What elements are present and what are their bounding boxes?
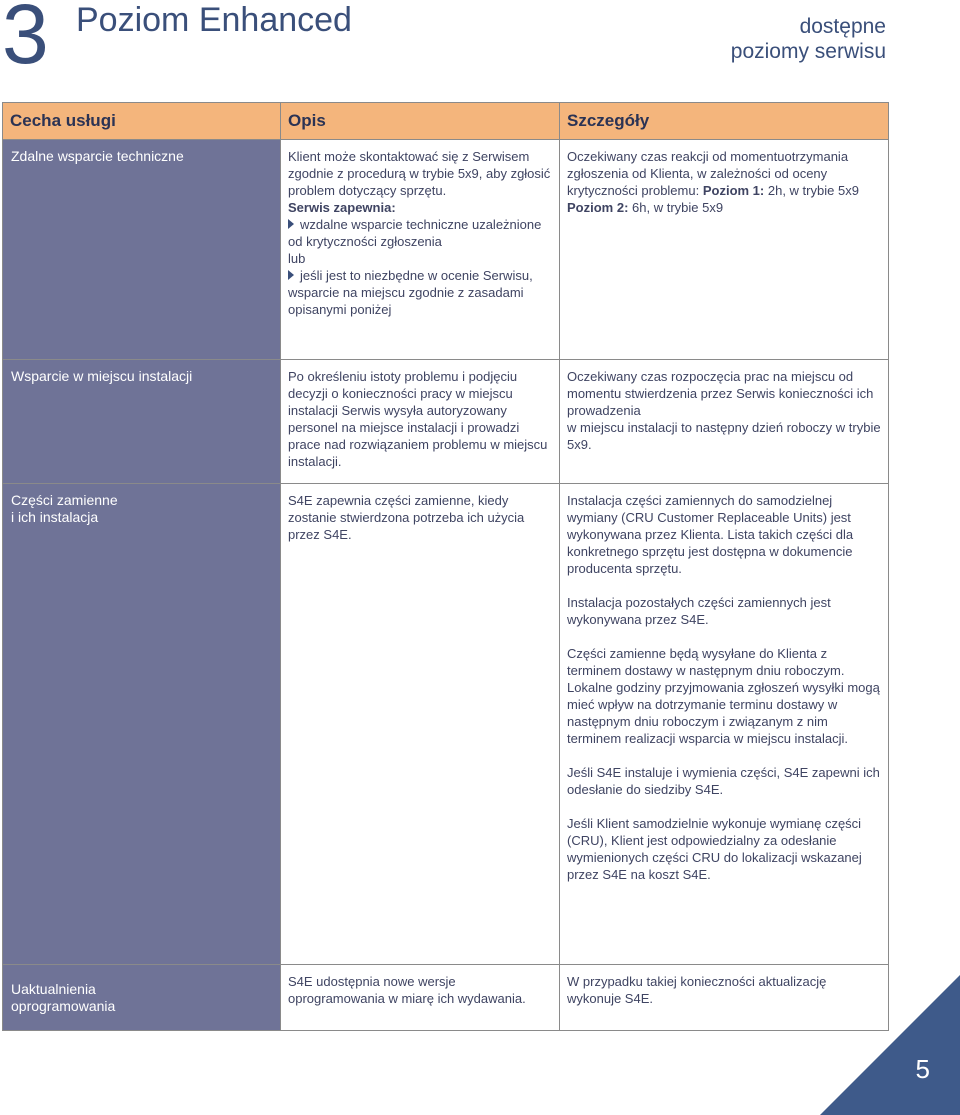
description-cell: Po określeniu istoty problemu i podjęciu decyzji o konieczności pracy w miejscu instalacji Serwis wysyła autoryzowany personel na miejsce instalacji i prowadzi prace nad rozwiązaniem problemu w miejscu instalacji. <box>281 360 560 484</box>
description-cell: S4E udostępnia nowe wersje oprogramowania w miarę ich wydawania. <box>281 965 560 1031</box>
description-cell: S4E zapewnia części zamienne, kiedy zostanie stwierdzona potrzeba ich użycia przez S4E. <box>281 484 560 965</box>
details-cell <box>560 140 889 360</box>
feature-cell: Uaktualnienia oprogramowania <box>3 965 281 1031</box>
details-text: Oczekiwany czas rozpoczęcia prac na miejscu od momentu stwierdzenia przez Serwis konieczności ich prowadzenia <box>567 369 874 418</box>
table-row <box>3 965 889 1031</box>
column-header-feature: Cecha usługi <box>3 103 281 140</box>
details-text: Oczekiwany czas reakcji od momentuotrzymania zgłoszenia od Klienta, w zależności od oceny krytyczności problemu: <box>567 149 849 198</box>
bullet-item: jeśli jest to niezbędne w ocenie Serwisu, wsparcie na miejscu zgodnie z zasadami opisanymi poniżej <box>288 268 533 317</box>
table-header-row <box>3 103 889 140</box>
details-cell <box>560 484 889 965</box>
details-paragraph: Instalacja części zamiennych do samodzielnej wymiany (CRU Customer Replaceable Units) jest wykonywana przez Klienta. Lista takich części dla konkretnego sprzętu jest dostępna w dokumencie producenta sprzętu. <box>567 493 854 576</box>
feature-cell: Zdalne wsparcie techniczne <box>3 140 281 360</box>
level-2-value: 6h, w trybie 5x9 <box>632 200 724 215</box>
table-row <box>3 360 889 484</box>
level-1-value: 2h, w trybie 5x9 <box>767 183 859 198</box>
description-or: lub <box>288 251 306 266</box>
table-row <box>3 484 889 965</box>
details-paragraph: Jeśli S4E instaluje i wymienia części, S4E zapewni ich odesłanie do siedziby S4E. <box>567 765 880 797</box>
corner-triangle <box>820 975 960 1115</box>
feature-cell: Części zamienne i ich instalacja <box>3 484 281 965</box>
level-2-label: Poziom 2: <box>567 200 629 215</box>
description-text: Klient może skontaktować się z Serwisem zgodnie z procedurą w trybie 5x9, aby zgłosić problem dotyczący sprzętu. <box>288 149 551 198</box>
description-bold-heading: Serwis zapewnia: <box>288 200 396 215</box>
bullet-item: wzdalne wsparcie techniczne uzależnione od krytyczności zgłoszenia <box>288 217 542 249</box>
description-cell <box>281 140 560 360</box>
page-number: 5 <box>915 1054 930 1084</box>
section-subtitle <box>686 14 886 64</box>
level-1-label: Poziom 1: <box>702 183 765 198</box>
subtitle-line-2: poziomy serwisu <box>730 40 886 63</box>
details-paragraph: Części zamienne będą wysyłane do Klienta z terminem dostawy w następnym dniu roboczym. Lokalne godziny przyjmowania zgłoszeń wysyłki mogą mieć wpływ na dotrzymanie terminu dostawy w następnym dniu roboczym i związanym z nim terminem realizacji wsparcia w miejscu instalacji. <box>567 646 880 746</box>
subtitle-line-1: dostępne <box>799 15 886 38</box>
bullet-arrow-icon <box>288 219 294 229</box>
details-text: w miejscu instalacji to następny dzień roboczy w trybie 5x9. <box>567 420 881 452</box>
column-header-description: Opis <box>281 103 560 140</box>
details-paragraph: Instalacja pozostałych części zamiennych jest wykonywana przez S4E. <box>567 595 831 627</box>
page-title: Poziom Enhanced <box>76 1 352 39</box>
bullet-arrow-icon <box>288 270 294 280</box>
details-cell <box>560 360 889 484</box>
details-paragraph: Jeśli Klient samodzielnie wykonuje wymianę części (CRU), Klient jest odpowiedzialny za odesłanie wymienionych części CRU do lokalizacji wskazanej przez S4E na koszt S4E. <box>567 816 862 882</box>
section-number: 3 <box>2 0 49 81</box>
column-header-details: Szczegóły <box>560 103 889 140</box>
table-row <box>3 140 889 360</box>
service-table <box>2 102 889 1031</box>
details-cell: W przypadku takiej konieczności aktualizację wykonuje S4E. <box>560 965 889 1031</box>
feature-cell: Wsparcie w miejscu instalacji <box>3 360 281 484</box>
